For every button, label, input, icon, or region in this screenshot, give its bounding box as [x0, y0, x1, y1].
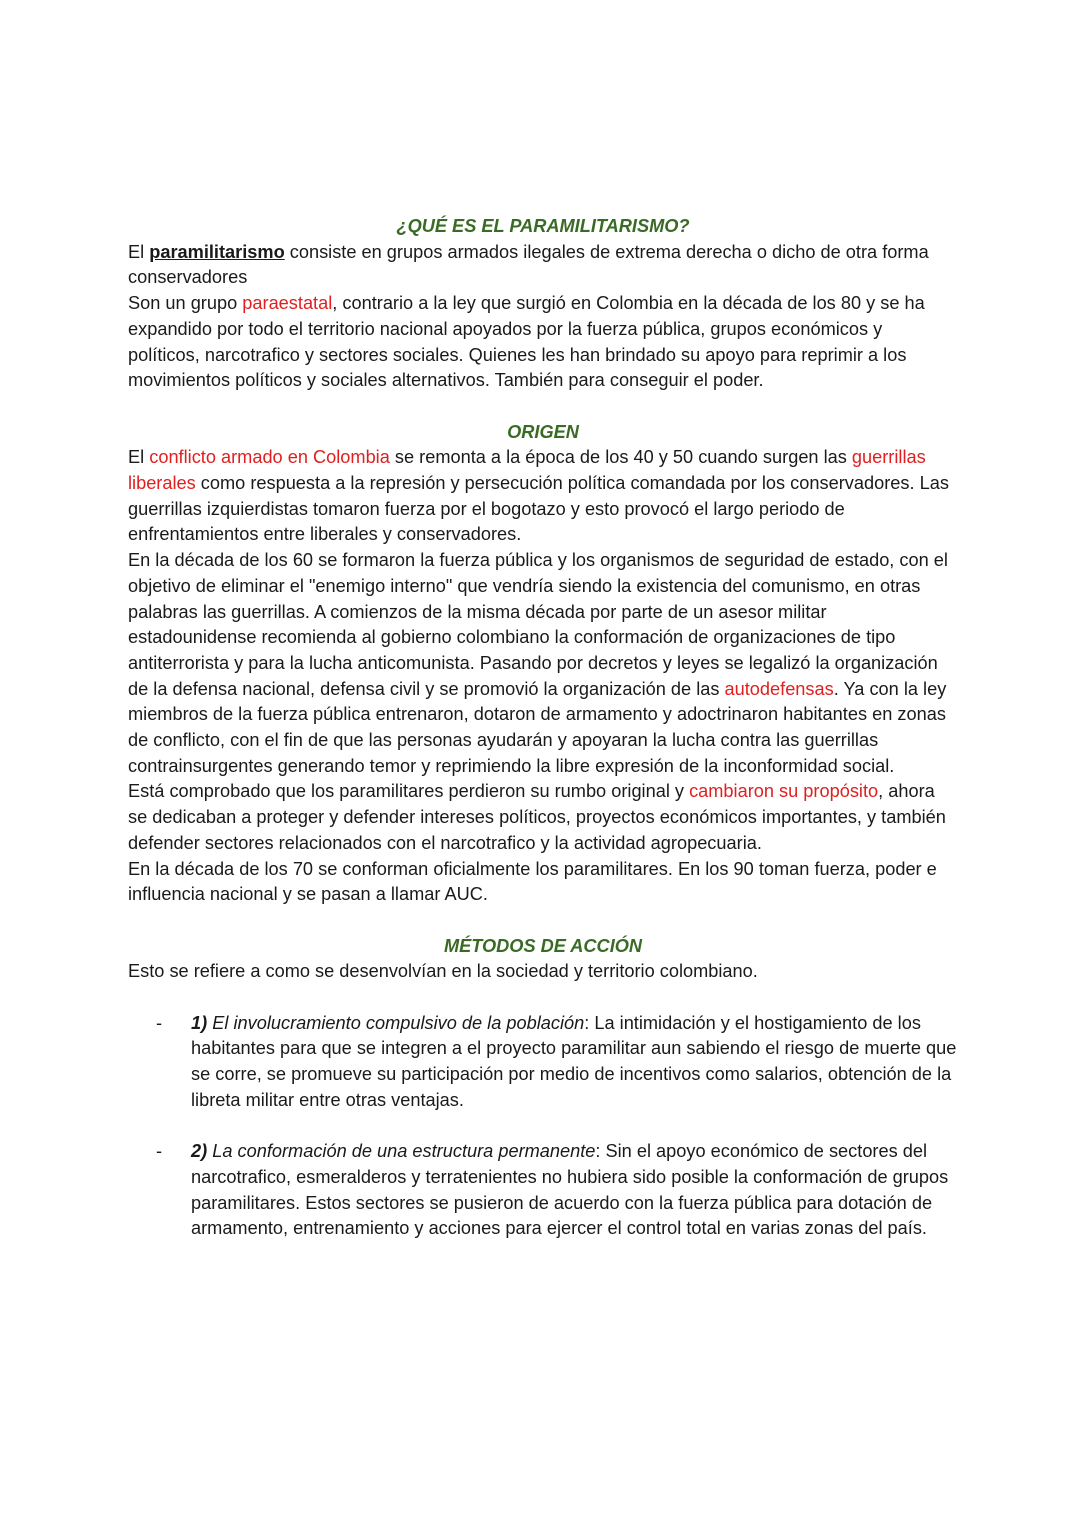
spacer [128, 985, 958, 1011]
highlight-autodefensas: autodefensas [724, 678, 834, 699]
document-page [128, 214, 958, 1242]
highlight-paraestatal: paraestatal [242, 293, 333, 314]
paragraph-origen-1 [128, 445, 958, 548]
text-span: se remonta a la época de los 40 y 50 cuando surgen las [389, 447, 852, 468]
paragraph-definition [128, 240, 958, 291]
heading-origen: ORIGEN [507, 421, 579, 442]
bullet-dash: - [156, 1141, 163, 1162]
methods-list [128, 1011, 958, 1242]
paragraph-origen-3 [128, 779, 958, 856]
text-span: El [128, 241, 150, 262]
spacer [128, 908, 958, 934]
list-item [128, 1011, 958, 1114]
item-title: La conformación de una estructura permanente [207, 1141, 596, 1162]
paragraph-origen-4: En la década de los 70 se conforman oficialmente los paramilitares. En los 90 toman fuerza, poder e influencia nacional y se pasan a llamar AUC. [128, 858, 937, 905]
item-number: 2) [191, 1141, 208, 1162]
spacer [128, 1114, 958, 1140]
paragraph-origen-2 [128, 548, 958, 779]
highlight-proposito: cambiaron su propósito [689, 781, 879, 802]
text-span: En la década de los 60 se formaron la fuerza pública y los organismos de seguridad de estado, con el objetivo de eliminar el "enemigo interno" que vendría siendo la existencia del comunismo, en otras palabras las guerrillas. A comienzos de la misma década por parte de un asesor militar estadounidense recomienda al gobierno colombiano la conformación de organizaciones de tipo antiterrorista y para la lucha anticomunista. Pasando por decretos y leyes se legalizó la organización de la defensa nacional, defensa civil y se promovió la organización de las [128, 550, 948, 699]
list-item [128, 1139, 958, 1242]
item-number: 1) [191, 1012, 208, 1033]
text-span: Son un grupo [128, 293, 243, 314]
highlight-guerrillas: guerrillas liberales [128, 447, 926, 494]
text-span: Está comprobado que los paramilitares perdieron su rumbo original y [128, 781, 690, 802]
text-span: El [128, 447, 150, 468]
heading-que-es: ¿QUÉ ES EL PARAMILITARISMO? [396, 216, 690, 236]
highlight-conflicto: conflicto armado en Colombia [149, 447, 390, 468]
item-body: : Sin el apoyo económico de sectores del narcotrafico, esmeralderos y terratenientes no hubiera sido posible la conformación de grupos paramilitares. Estos sectores se pusieron de acuerdo con la fuerza pública para dotación de armamento, entrenamiento y acciones para ejercer el control total en varias zonas del país. [191, 1141, 949, 1239]
text-span: . Ya con la ley miembros de la fuerza pública entrenaron, dotaron de armamento y adoctrinaron habitantes en zonas de conflicto, con el fin de que las personas ayudarán y apoyaran la lucha contra las guerrillas contrainsurgentes generando temor y reprimiendo la libre expresión de la inconformidad social. [128, 678, 947, 776]
item-body: : La intimidación y el hostigamiento de los habitantes para que se integren a el proyecto paramilitar aun sabiendo el riesgo de muerte que se corre, se promueve su participación por medio de incentivos como salarios, obtención de la libreta militar entre otras ventajas. [191, 1012, 957, 1110]
text-span: consiste en grupos armados ilegales de extrema derecha o dicho de otra forma conservadores [128, 241, 929, 288]
keyword-paramilitarismo: paramilitarismo [149, 241, 285, 262]
heading-metodos: MÉTODOS DE ACCIÓN [443, 935, 643, 956]
paragraph-metodos-intro: Esto se refiere a como se desenvolvían en la sociedad y territorio colombiano. [128, 961, 758, 982]
text-span: , contrario a la ley que surgió en Colombia en la década de los 80 y se ha expandido por todo el territorio nacional apoyados por la fuerza pública, grupos económicos y políticos, narcotrafico y sectores sociales. Quienes les han brindado su apoyo para reprimir a los movimientos políticos y sociales alternativos. También para conseguir el poder. [128, 293, 925, 391]
paragraph-paraestatal [128, 291, 958, 394]
item-title: El involucramiento compulsivo de la población [207, 1012, 585, 1033]
text-span: , ahora se dedicaban a proteger y defender intereses políticos, proyectos económicos importantes, y también defender sectores relacionados con el narcotrafico y la actividad agropecuaria. [128, 781, 946, 853]
text-span: como respuesta a la represión y persecución política comandada por los conservadores. Las guerrillas izquierdistas tomaron fuerza por el bogotazo y esto provocó el largo periodo de enfrentamientos entre liberales y conservadores. [128, 473, 949, 545]
bullet-dash: - [156, 1012, 163, 1033]
spacer [128, 394, 958, 420]
